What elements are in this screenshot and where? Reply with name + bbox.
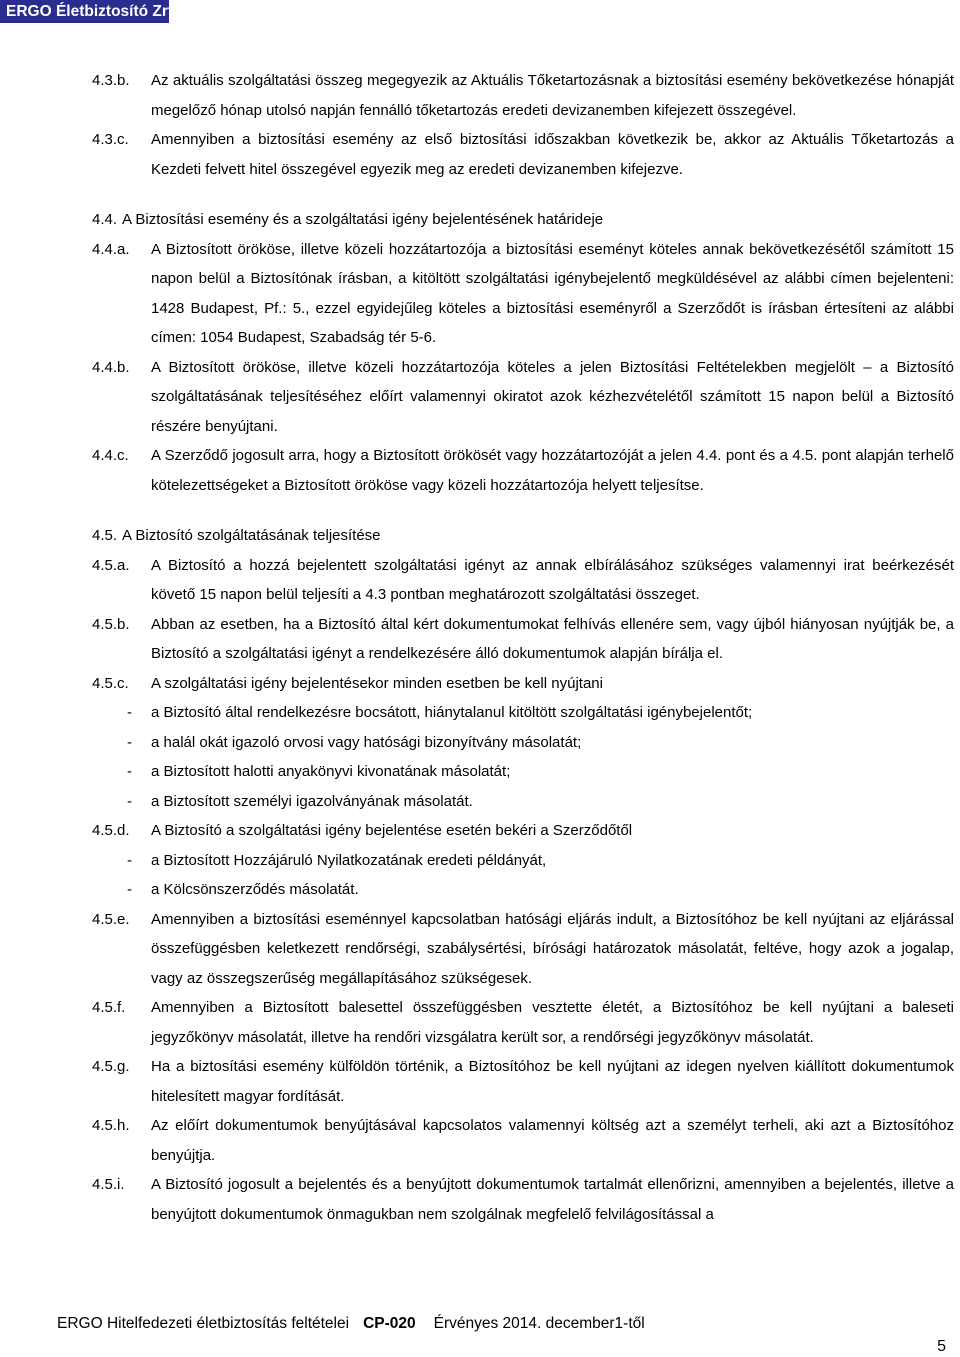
list-item-text: a Biztosított halotti anyakönyvi kivonatának másolatát; <box>151 763 511 780</box>
clause-4-5-h <box>92 1111 954 1170</box>
section-title: A Biztosítási esemény és a szolgáltatási igény bejelentésének határideje <box>122 211 604 228</box>
clause-text: Amennyiben a biztosítási eseménnyel kapcsolatban hatósági eljárás indult, a Biztosítóhoz be kell nyújtani az eljárással összefüggésben keletkezett rendőrségi, szabálysértési, bírósági határozatok másolatát, feltéve, hogy azok a jogalap, vagy az összegszerűség megállapításához szükségesek. <box>151 910 954 987</box>
list-item-text: a Biztosító által rendelkezésre bocsátott, hiánytalanul kitöltött szolgáltatási igénybejelentőt; <box>151 704 753 721</box>
clause-text: Az aktuális szolgáltatási összeg megegyezik az Aktuális Tőketartozásnak a biztosítási esemény bekövetkezése hónapját megelőző hónap utolsó napján fennálló tőketartozás eredeti devizanemben kifejezett összegével. <box>151 72 954 119</box>
clause-number: 4.4.b. <box>92 358 130 376</box>
clause-number: 4.5.f. <box>92 999 126 1016</box>
clause-4-5-i <box>92 1170 954 1229</box>
clause-4-5-f <box>92 993 954 1052</box>
clause-number: 4.3.b. <box>92 72 130 89</box>
company-logo: ERGO Életbiztosító Zrt. <box>0 0 169 23</box>
clause-4-3-b <box>92 66 954 125</box>
section-number: 4.4. <box>92 211 118 228</box>
footer-code: CP-020 <box>363 1315 416 1332</box>
clause-number: 4.5.d. <box>92 822 130 839</box>
list-item: - a Biztosított személyi igazolványának másolatát. <box>92 787 954 817</box>
list-item: - a Biztosított Hozzájáruló Nyilatkozatának eredeti példányát, <box>92 846 954 876</box>
clause-text: A Biztosított örököse, illetve közeli hozzátartozója a biztosítási eseményt köteles annak bekövetkezésétől számított 15 napon belül a Biztosítónak írásban, a kitöltött szolgáltatási igénybejelentő megküldésével az alábbi címen bejelenteni: 1428 Budapest, Pf.: 5., ezzel egyidejűleg köteles a biztosítási eseményről a Szerződőt is írásban értesíteni az alábbi címen: 1054 Budapest, Szabadság tér 5-6. <box>151 240 954 346</box>
section-heading-4-5 <box>92 521 954 551</box>
clause-text: A Biztosító a szolgáltatási igény bejelentése esetén bekéri a Szerződőtől <box>151 822 633 839</box>
page-footer <box>57 1315 917 1333</box>
clause-4-5-g <box>92 1052 954 1111</box>
document-body <box>92 66 954 1229</box>
clause-text: Abban az esetben, ha a Biztosító által kért dokumentumokat felhívás ellenére sem, vagy újból hiányosan nyújtják be, a Biztosító a szolgáltatási igényt a rendelkezésére álló dokumentumok alapján bírálja el. <box>151 615 954 662</box>
clause-number: 4.4.c. <box>92 447 129 464</box>
list-item-text: a Biztosított Hozzájáruló Nyilatkozatának eredeti példányát, <box>151 851 547 869</box>
clause-4-5-a <box>92 551 954 610</box>
list-item-text: a Kölcsönszerződés másolatát. <box>151 881 359 898</box>
clause-text: A Biztosító jogosult a bejelentés és a benyújtott dokumentumok tartalmát ellenőrizni, amennyiben a bejelentés, illetve a benyújtott dokumentumok önmagukban nem szolgálnak megfelelő felvilágosítással a <box>151 1176 954 1223</box>
footer-valid: Érvényes 2014. december1-től <box>433 1315 645 1332</box>
clause-number: 4.5.g. <box>92 1058 130 1075</box>
clause-number: 4.4.a. <box>92 240 130 258</box>
clause-text: A Biztosító a hozzá bejelentett szolgáltatási igényt az annak elbírálásához szükséges valamennyi irat beérkezését követő 15 napon belül teljesíti a 4.3 pontban meghatározott szolgáltatási összeget. <box>151 556 954 603</box>
list-item: - a Biztosító által rendelkezésre bocsátott, hiánytalanul kitöltött szolgáltatási igénybejelentőt; <box>92 698 954 728</box>
list-item: - a Kölcsönszerződés másolatát. <box>92 875 954 905</box>
clause-4-4-b <box>92 353 954 442</box>
clause-text: Ha a biztosítási esemény külföldön történik, a Biztosítóhoz be kell nyújtani az idegen nyelven kiállított dokumentumok hitelesített magyar fordítását. <box>151 1058 954 1105</box>
clause-number: 4.5.c. <box>92 674 129 692</box>
clause-text: Amennyiben a Biztosított balesettel összefüggésben vesztette életét, a Biztosítóhoz be kell nyújtani a baleseti jegyzőkönyv másolatát, illetve ha rendőri vizsgálatra került sor, a rendőrségi jegyzőkönyv másolatát. <box>151 999 954 1046</box>
clause-4-5-b <box>92 610 954 669</box>
clause-4-4-a <box>92 235 954 353</box>
clause-4-3-c <box>92 125 954 184</box>
clause-number: 4.5.h. <box>92 1117 130 1134</box>
clause-text: A Biztosított örököse, illetve közeli hozzátartozója köteles a jelen Biztosítási Feltételekben megjelölt – a Biztosító szolgáltatásának teljesítéséhez előírt valamennyi okiratot azok kézhezvételétől számított 15 napon belül a Biztosító részére benyújtani. <box>151 358 954 435</box>
clause-text: Az előírt dokumentumok benyújtásával kapcsolatos valamennyi költség azt a személyt terheli, aki azt a Biztosítóhoz benyújtja. <box>151 1117 954 1164</box>
list-item-text: a halál okát igazoló orvosi vagy hatósági bizonyítvány másolatát; <box>151 733 582 751</box>
footer-title: ERGO Hitelfedezeti életbiztosítás feltételei <box>57 1315 350 1332</box>
clause-number: 4.3.c. <box>92 131 129 148</box>
page-number: 5 <box>937 1338 946 1355</box>
clause-text: A szolgáltatási igény bejelentésekor minden esetben be kell nyújtani <box>151 674 603 692</box>
clause-number: 4.5.e. <box>92 910 130 928</box>
list-item: - a Biztosított halotti anyakönyvi kivonatának másolatát; <box>92 757 954 787</box>
clause-4-5-c <box>92 669 954 699</box>
clause-4-5-d <box>92 816 954 846</box>
clause-4-5-e <box>92 905 954 994</box>
clause-number: 4.5.i. <box>92 1176 125 1193</box>
clause-number: 4.5.a. <box>92 556 130 574</box>
list-item: - a halál okát igazoló orvosi vagy hatósági bizonyítvány másolatát; <box>92 728 954 758</box>
section-number: 4.5. <box>92 527 118 544</box>
clause-number: 4.5.b. <box>92 615 130 633</box>
clause-text: A Szerződő jogosult arra, hogy a Biztosított örökösét vagy hozzátartozóját a jelen 4.4. pont és a 4.5. pont alapján terhelő kötelezettségeket a Biztosított örököse vagy közeli hozzátartozója helyett teljesítse. <box>151 447 954 494</box>
list-item-text: a Biztosított személyi igazolványának másolatát. <box>151 792 473 810</box>
clause-4-4-c <box>92 441 954 500</box>
section-title: A Biztosító szolgáltatásának teljesítése <box>122 527 381 544</box>
section-heading-4-4 <box>92 205 954 235</box>
clause-text: Amennyiben a biztosítási esemény az első biztosítási időszakban következik be, akkor az Aktuális Tőketartozás a Kezdeti felvett hitel összegével egyezik meg az eredeti devizanemben kifejezve. <box>151 131 954 178</box>
